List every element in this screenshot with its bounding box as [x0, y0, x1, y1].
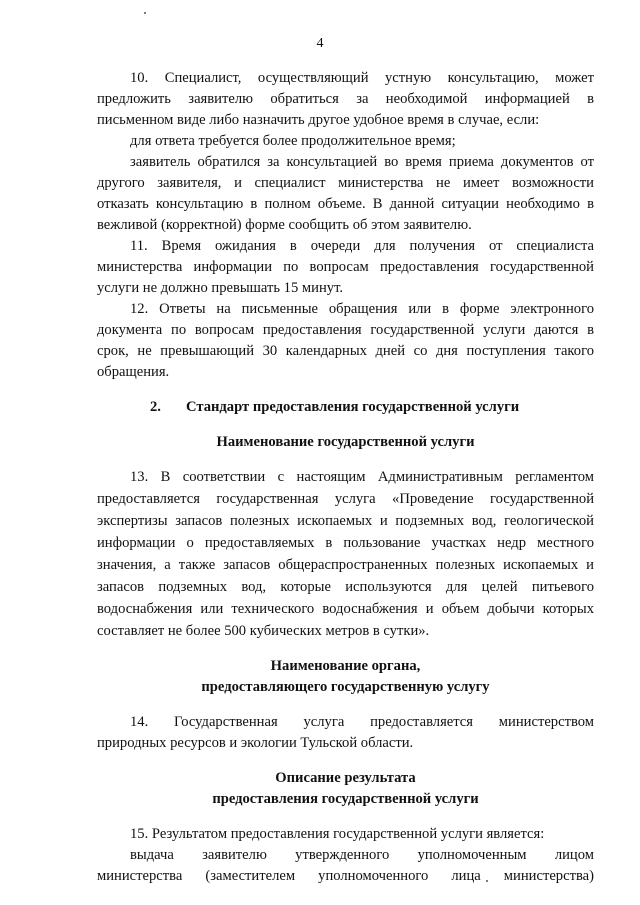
paragraph-10-line: предложить заявителю обратиться за необходимой информацией в	[97, 91, 594, 107]
paragraph-13-line: водоснабжения или технического водоснабжения и объем добычи которых	[97, 601, 594, 617]
paragraph-13-line: предоставляется государственная услуга «Проведение государственной	[97, 491, 594, 507]
paragraph-15-line: выдача заявителю утвержденного уполномоченным лицом	[130, 847, 594, 863]
paragraph-12-line: документа по вопросам предоставления государственной услуги даются в	[97, 322, 594, 338]
paragraph-10-line: другого заявителя, и специалист министерства не имеет возможности	[97, 175, 594, 191]
paragraph-13-line: экспертизы запасов полезных ископаемых и подземных вод, геологической	[97, 513, 594, 529]
paragraph-11-line: министерства информации по вопросам предоставления государственной	[97, 259, 594, 275]
heading-organ-line: предоставляющего государственную услугу	[201, 679, 490, 695]
heading-service-name: Наименование государственной услуги	[216, 434, 475, 450]
paragraph-10-line: отказать консультацию в полном объеме. В данной ситуации необходимо в	[97, 196, 594, 212]
paragraph-12-line: срок, не превышающий 30 календарных дней со дня поступления такого	[97, 343, 594, 359]
paragraph-11-line: 11. Время ожидания в очереди для получения от специалиста	[130, 238, 594, 254]
paragraph-15-line: 15. Результатом предоставления государственной услуги является:	[130, 826, 545, 842]
paragraph-10-line: для ответа требуется более продолжительное время;	[130, 133, 456, 149]
scan-speck	[144, 12, 146, 14]
section-number: 2.	[150, 399, 161, 415]
paragraph-10-line: вежливой (корректной) форме сообщить об этом заявителю.	[97, 217, 472, 233]
heading-result-line: Описание результата	[275, 770, 416, 786]
paragraph-10-line: заявитель обратился за консультацией во время приема документов от	[130, 154, 594, 170]
paragraph-10-line: письменном виде либо назначить другое удобное время в случае, если:	[97, 112, 540, 128]
paragraph-13-line: информации о предоставляемых в пользование участках недр местного	[97, 535, 594, 551]
paragraph-12-line: 12. Ответы на письменные обращения или в форме электронного	[130, 301, 594, 317]
paragraph-14-line: природных ресурсов и экологии Тульской области.	[97, 735, 414, 751]
section-title: Стандарт предоставления государственной услуги	[186, 399, 520, 415]
paragraph-12-line: обращения.	[97, 364, 170, 380]
paragraph-13-line: составляет не более 500 кубических метров в сутки».	[97, 623, 430, 639]
heading-result-line: предоставления государственной услуги	[212, 791, 479, 807]
paragraph-15-line: министерства (заместителем уполномоченного лица министерства)	[97, 868, 594, 884]
heading-organ-line: Наименование органа,	[270, 658, 421, 674]
paragraph-14-line: 14. Государственная услуга предоставляется министерством	[130, 714, 594, 730]
page-number: 4	[316, 36, 324, 51]
paragraph-13-line: 13. В соответствии с настоящим Административным регламентом	[130, 469, 594, 485]
paragraph-13-line: запасов подземных вод, которые используются для целей питьевого	[97, 579, 594, 595]
paragraph-13-line: значения, а также запасов общераспространенных полезных ископаемых и	[97, 557, 594, 573]
paragraph-10-line: 10. Специалист, осуществляющий устную консультацию, может	[130, 70, 594, 86]
paragraph-11-line: услуги не должно превышать 15 минут.	[97, 280, 344, 296]
